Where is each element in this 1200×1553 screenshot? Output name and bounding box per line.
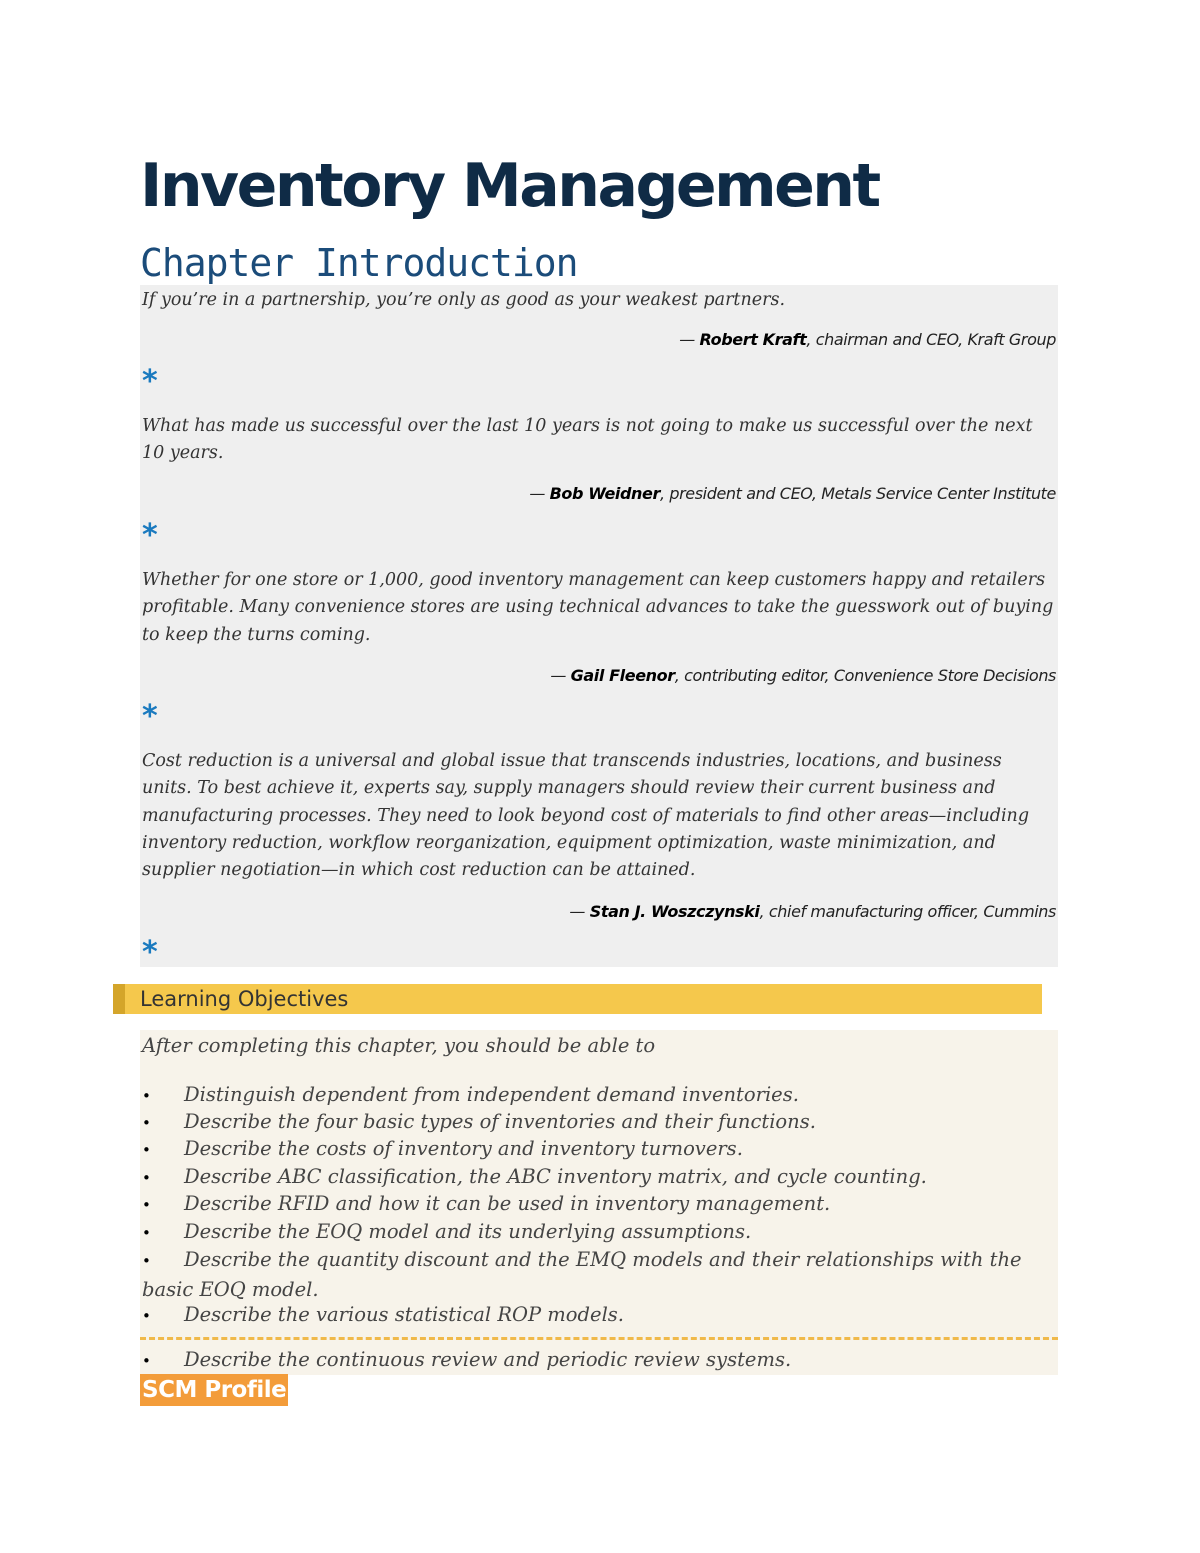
page-break-divider xyxy=(140,1337,1058,1340)
quote-author-role: , contributing editor, Convenience Store Decisions xyxy=(674,666,1056,685)
objective-text: Describe the EOQ model and its underlying assumptions. xyxy=(184,1220,752,1243)
bullet-icon: • xyxy=(142,1307,151,1325)
attribution-dash: — xyxy=(529,484,550,503)
bullet-icon: • xyxy=(142,1169,151,1187)
attribution-dash: — xyxy=(569,902,590,921)
learning-objectives-title: Learning Objectives xyxy=(140,987,349,1011)
quote-author: Stan J. Woszczynski xyxy=(589,902,760,921)
quote-attribution xyxy=(679,330,1056,349)
learning-objectives-box xyxy=(140,1030,1058,1375)
list-item xyxy=(142,1218,1056,1248)
list-item xyxy=(142,1246,1056,1303)
page-title: Inventory Management xyxy=(140,151,879,221)
quote-text: Whether for one store or 1,000, good inventory management can keep customers happy and retailers profitable. Many convenience stores are using technical advances to take the guesswork out of buying to keep the turns coming. xyxy=(142,570,1054,645)
quote-attribution xyxy=(550,666,1056,685)
bullet-icon: • xyxy=(142,1352,151,1370)
quote-text: What has made us successful over the last 10 years is not going to make us successful over the next 10 years. xyxy=(142,416,1033,464)
bullet-icon: • xyxy=(142,1224,151,1242)
chapter-heading: Chapter Introduction xyxy=(140,241,578,285)
chapter-quotes-box xyxy=(140,285,1058,970)
objective-text: Distinguish dependent from independent demand inventories. xyxy=(184,1083,799,1106)
objective-text: Describe the continuous review and periodic review systems. xyxy=(184,1348,792,1371)
objective-text: Describe RFID and how it can be used in inventory management. xyxy=(184,1192,831,1215)
list-item xyxy=(142,1190,1056,1220)
list-item xyxy=(142,1108,1056,1138)
scm-profile-heading: SCM Profile xyxy=(140,1374,288,1406)
learning-objectives-header xyxy=(113,984,1042,1014)
bullet-icon: • xyxy=(142,1141,151,1159)
bullet-icon: • xyxy=(142,1087,151,1105)
bullet-icon: • xyxy=(142,1196,151,1214)
quote-text: If you’re in a partnership, you’re only as good as your weakest partners. xyxy=(142,290,786,310)
objective-text: Describe the various statistical ROP models. xyxy=(184,1303,625,1326)
quote-author: Gail Fleenor xyxy=(570,666,675,685)
objective-text: Describe the costs of inventory and inventory turnovers. xyxy=(184,1137,743,1160)
attribution-dash: — xyxy=(550,666,571,685)
quote-author-role: , chief manufacturing officer, Cummins xyxy=(759,902,1056,921)
list-item xyxy=(142,1346,1056,1376)
star-icon: * xyxy=(142,699,158,734)
quote-author-role: , president and CEO, Metals Service Center Institute xyxy=(659,484,1056,503)
list-item xyxy=(142,1163,1056,1193)
quote-attribution xyxy=(569,902,1056,921)
list-item xyxy=(142,1081,1056,1111)
list-item xyxy=(142,1301,1056,1331)
learning-objectives-intro: After completing this chapter, you should be able to xyxy=(142,1034,656,1057)
star-icon: * xyxy=(142,364,158,399)
objective-text: Describe the four basic types of inventories and their functions. xyxy=(184,1110,816,1133)
objective-text: Describe ABC classification, the ABC inventory matrix, and cycle counting. xyxy=(184,1165,927,1188)
objective-text: Describe the quantity discount and the EMQ models and their relationships with the basic EOQ model. xyxy=(142,1248,1022,1301)
bullet-icon: • xyxy=(142,1252,151,1270)
quote-attribution xyxy=(529,484,1056,503)
quote-author-role: , chairman and CEO, Kraft Group xyxy=(806,330,1056,349)
quote-text: Cost reduction is a universal and global issue that transcends industries, locations, and business units. To best achieve it, experts say, supply managers should review their current business and manufacturing processes. They need to look beyond cost of materials to find other areas—including inventory reduction, workflow reorganization, equipment optimization, waste minimization, and supplier negotiation—in which cost reduction can be attained. xyxy=(142,751,1030,881)
attribution-dash: — xyxy=(679,330,700,349)
quote-author: Bob Weidner xyxy=(549,484,660,503)
list-item xyxy=(142,1135,1056,1165)
quote-author: Robert Kraft xyxy=(699,330,807,349)
bullet-icon: • xyxy=(142,1114,151,1132)
header-accent-edge xyxy=(113,984,125,1014)
star-icon: * xyxy=(142,518,158,553)
star-icon: * xyxy=(142,935,158,970)
